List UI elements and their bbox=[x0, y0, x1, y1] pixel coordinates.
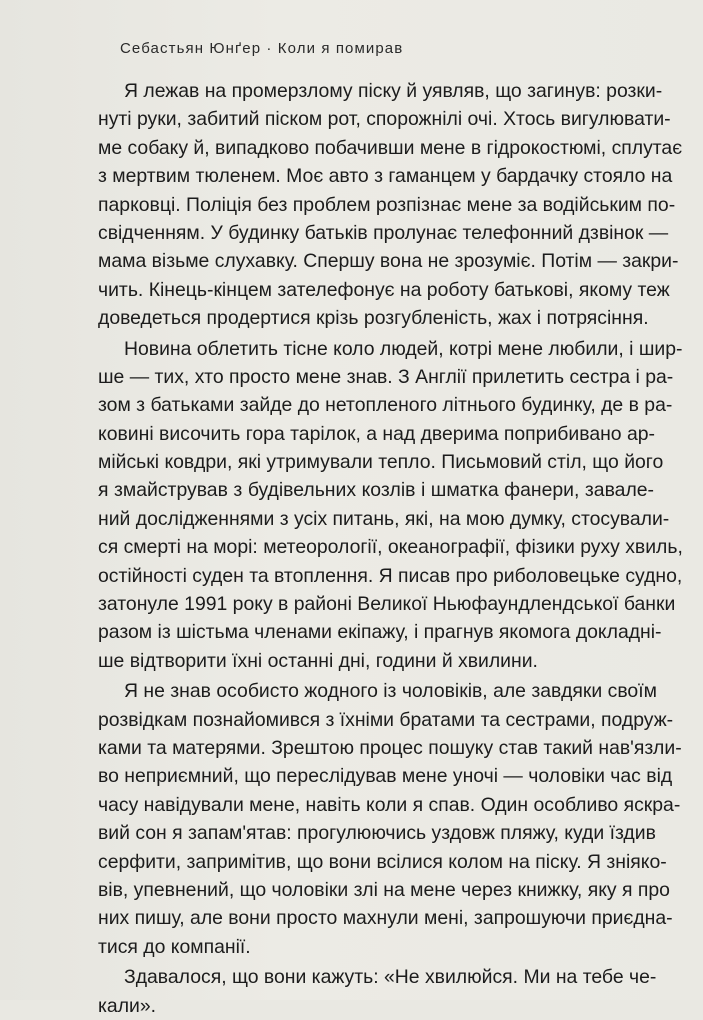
text-line: Я лежав на промерзлому піску й уявляв, що загинув: розки- bbox=[124, 80, 663, 102]
text-line: ний дослідженнями з усіх питань, які, на мою думку, стосували- bbox=[98, 507, 670, 530]
text-line: остійності суден та втоплення. Я писав про риболовецьке судно, bbox=[98, 564, 683, 587]
text-line: ковині височить гора тарілок, а над дверима поприбивано ар- bbox=[98, 422, 656, 445]
text-line: доведеться продертися крізь розгубленість, жах і потрясіння. bbox=[98, 307, 649, 330]
text-line: свідченням. У будинку батьків пролунає телефонний дзвінок — bbox=[98, 221, 669, 244]
text-line: парковці. Поліція без проблем розпізнає мене за водійським по- bbox=[98, 193, 676, 216]
text-line: ками та матерями. Зрештою процес пошуку став такий нав'язли- bbox=[98, 736, 682, 759]
text-line: серфити, запримітив, що вони всілися колом на піску. Я зніяко- bbox=[98, 850, 667, 873]
text-line: Здавалося, що вони кажуть: «Не хвилюйся. Ми на тебе че- bbox=[124, 966, 657, 989]
paragraph bbox=[98, 77, 683, 333]
text-line: ше відтворити їхні останні дні, години й хвилини. bbox=[98, 649, 538, 672]
paragraph bbox=[98, 963, 657, 1020]
text-line: розвідкам познайомився з їхніми братами та сестрами, подруж- bbox=[98, 708, 674, 731]
text-line: вий сон я запам'ятав: прогулюючись уздовж пляжу, куди їздив bbox=[98, 822, 656, 845]
text-line: Я не знав особисто жодного із чоловіків, але завдяки своїм bbox=[124, 680, 657, 703]
text-line: них пишу, але вони просто махнули мені, запрошуючи приєдна- bbox=[98, 907, 673, 930]
body-text bbox=[98, 77, 683, 1020]
text-line: затонуле 1991 року в районі Великої Ньюфаундлендської банки bbox=[98, 593, 676, 616]
running-head: Себастьян Юнґер · Коли я помирав bbox=[120, 40, 404, 57]
text-line: ме собаку й, випадково побачивши мене в гідрокостюмі, сплутає bbox=[98, 136, 683, 159]
text-line: нуті руки, забитий піском рот, спорожнілі очі. Хтось вигулювати- bbox=[98, 108, 671, 131]
text-line: з мертвим тюленем. Моє авто з гаманцем у бардачку стояло на bbox=[98, 165, 673, 188]
text-line: зом з батьками зайде до нетопленого літнього будинку, де в ра- bbox=[98, 394, 673, 417]
paragraph bbox=[98, 677, 682, 961]
text-line: я змайстрував з будівельних козлів і шматка фанери, завале- bbox=[98, 479, 654, 502]
paragraph bbox=[98, 335, 683, 676]
text-line: ся смерті на морі: метеорології, океанографії, фізики руху хвиль, bbox=[98, 536, 683, 559]
text-line: чить. Кінець-кінцем зателефонує на роботу батькові, якому теж bbox=[98, 278, 670, 301]
text-line: ше — тих, хто просто мене знав. З Англії прилетить сестра і ра- bbox=[98, 365, 674, 388]
text-line: Новина облетить тісне коло людей, котрі мене любили, і шир- bbox=[124, 337, 683, 360]
text-line: тися до компанії. bbox=[98, 935, 251, 958]
text-line: разом із шістьма членами екіпажу, і прагнув якомога докладні- bbox=[98, 621, 662, 644]
text-line: часу навідували мене, навіть коли я спав. Один особливо яскра- bbox=[98, 793, 681, 816]
text-line: вів, упевнений, що чоловіки злі на мене через книжку, яку я про bbox=[98, 878, 670, 901]
text-line: кали». bbox=[98, 994, 157, 1017]
text-line: мама візьме слухавку. Спершу вона не зрозуміє. Потім — закри- bbox=[98, 250, 679, 273]
text-line: во неприємний, що переслідував мене уночі — чоловіки час від bbox=[98, 765, 673, 788]
text-line: мійські ковдри, які утримували тепло. Письмовий стіл, що його bbox=[98, 451, 664, 474]
